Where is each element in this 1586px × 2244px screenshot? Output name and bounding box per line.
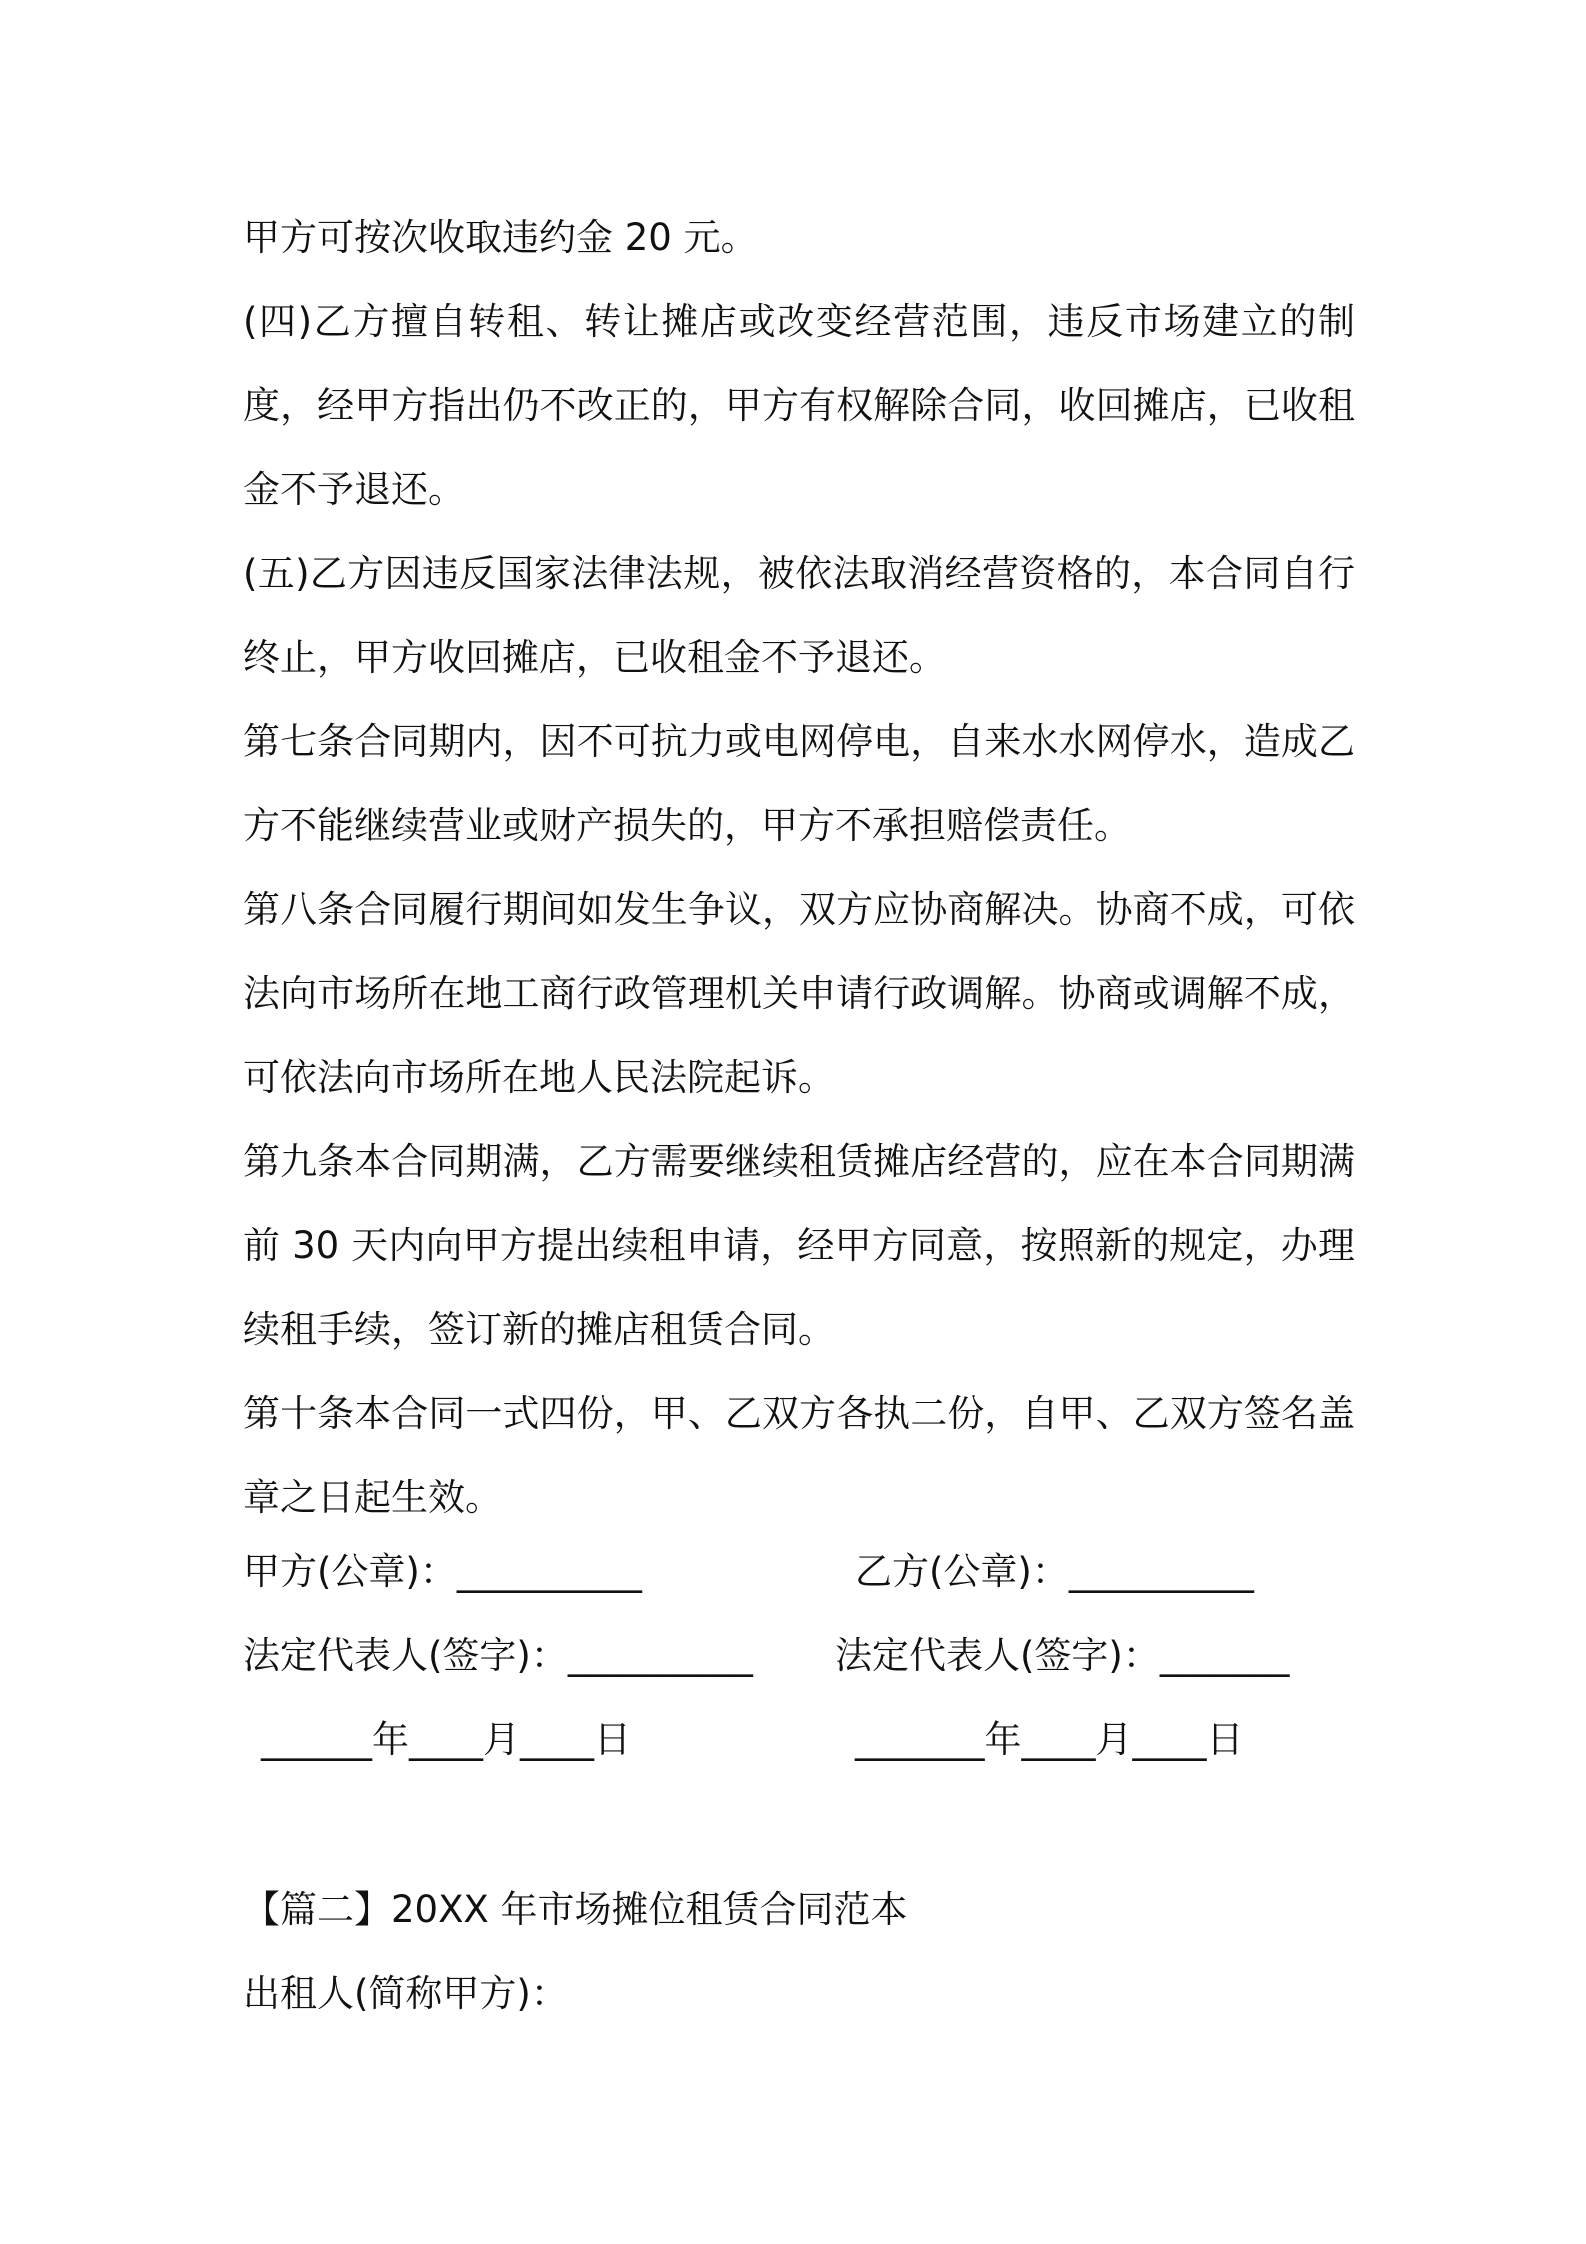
section-two-title: 【篇二】20XX 年市场摊位租赁合同范本: [243, 1888, 908, 1931]
signature-block: [243, 1530, 1355, 1782]
party-b-representative-field: 法定代表人(签字)：_______: [835, 1634, 1290, 1677]
party-a-representative-field: 法定代表人(签字)：__________: [243, 1634, 753, 1677]
paragraph-clause-5: (五)乙方因违反国家法律法规，被依法取消经营资格的，本合同自行终止，甲方收回摊店，已收租金不予退还。: [243, 552, 1355, 679]
paragraph-article-9: 第九条本合同期满，乙方需要继续租赁摊店经营的，应在本合同期满前 30 天内向甲方提出续租申请，经甲方同意，按照新的规定，办理续租手续，签订新的摊店租赁合同。: [243, 1140, 1355, 1351]
party-a-seal-field: 甲方(公章)：__________: [243, 1550, 642, 1593]
lessor-label: 出租人(简称甲方)：: [243, 1972, 568, 2015]
signature-row-seal: [243, 1530, 1355, 1614]
paragraph-penalty: 甲方可按次收取违约金 20 元。: [243, 216, 758, 259]
signature-row-date: [243, 1698, 1355, 1782]
party-b-date-field: _______年____月____日: [855, 1718, 1244, 1761]
paragraph-article-7: 第七条合同期内，因不可抗力或电网停电，自来水水网停水，造成乙方不能继续营业或财产损失的，甲方不承担赔偿责任。: [243, 720, 1355, 847]
paragraph-article-10: 第十条本合同一式四份，甲、乙双方各执二份，自甲、乙双方签名盖章之日起生效。: [243, 1392, 1355, 1519]
section-two: [243, 1868, 1355, 2036]
paragraph-clause-4: (四)乙方擅自转租、转让摊店或改变经营范围，违反市场建立的制度，经甲方指出仍不改正的，甲方有权解除合同，收回摊店，已收租金不予退还。: [243, 300, 1355, 511]
contract-body: [243, 196, 1355, 1540]
signature-row-representative: [243, 1614, 1355, 1698]
party-b-seal-field: 乙方(公章)：__________: [855, 1550, 1254, 1593]
paragraph-article-8: 第八条合同履行期间如发生争议，双方应协商解决。协商不成，可依法向市场所在地工商行政管理机关申请行政调解。协商或调解不成，可依法向市场所在地人民法院起诉。: [243, 888, 1355, 1099]
party-a-date-field: ______年____月____日: [261, 1718, 631, 1761]
